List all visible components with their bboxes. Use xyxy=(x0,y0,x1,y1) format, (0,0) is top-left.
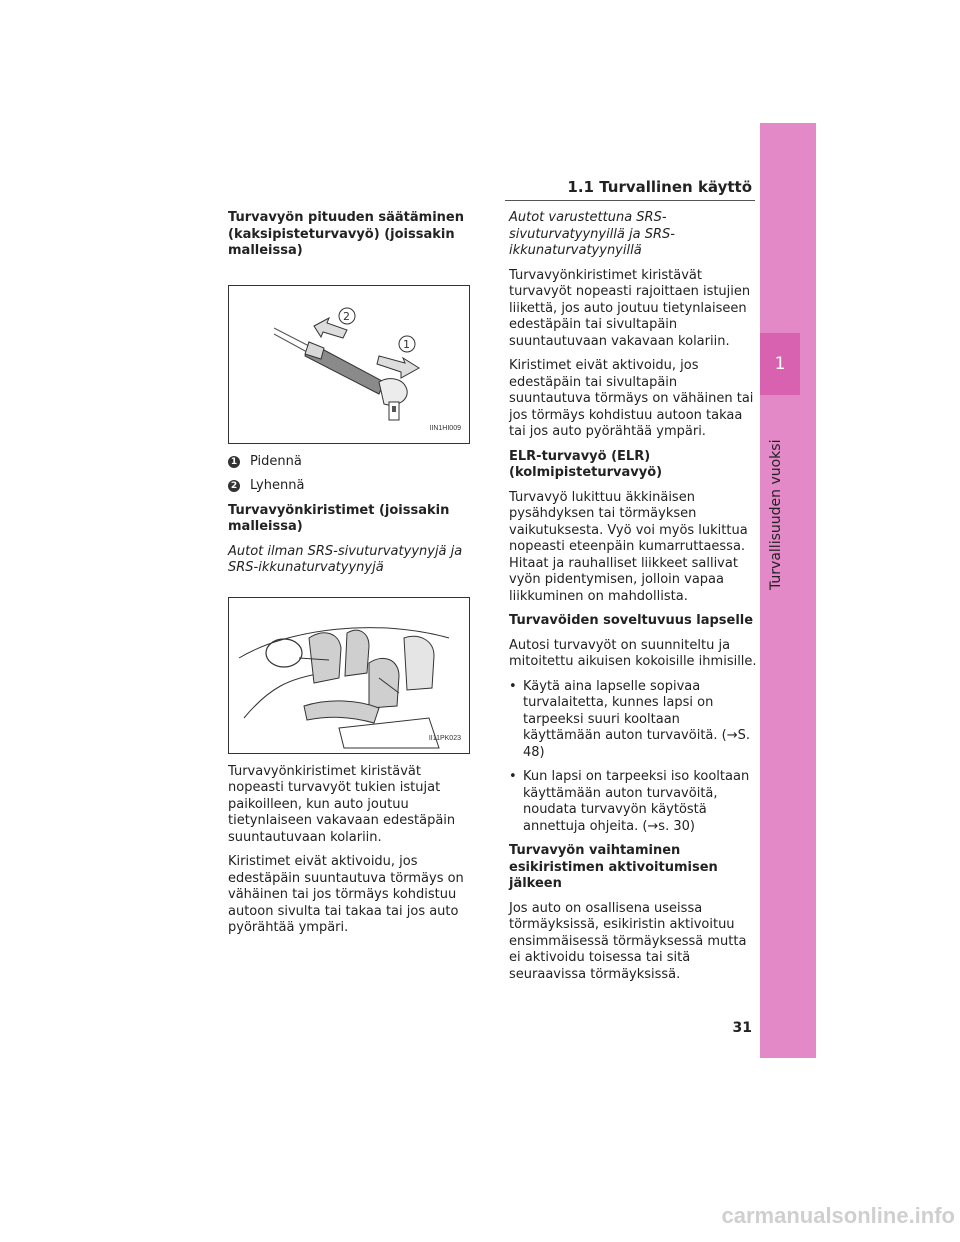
chapter-label: Turvallisuuden vuoksi xyxy=(768,439,784,590)
figure-code: II11PK023 xyxy=(428,735,461,742)
left-column xyxy=(228,210,473,945)
list-item xyxy=(228,478,473,495)
header-rule xyxy=(505,200,755,201)
list-item xyxy=(228,454,473,471)
callout-2: 2 xyxy=(343,309,350,323)
paragraph: Turvavyönkiristimet kiristävät nopeasti turvavyöt tukien istujat paikoilleen, kun auto joutuu tietynlaiseen vakavaan edestäpäin suuntautuvaan kolariin. xyxy=(228,763,456,845)
paragraph: Autosi turvavyöt on suunniteltu ja mitoitettu aikuisen kokoisille ihmisille. xyxy=(509,637,757,669)
bullet-text: Käytä aina lapselle sopivaa turvalaitetta, kunnes lapsi on tarpeeksi suuri kooltaan käyttämään auton turvavöitä. (→S. 48) xyxy=(523,678,750,760)
pretensioner-heading: Turvavyönkiristimet (joissakin malleissa) xyxy=(228,502,450,534)
section-title: 1.1 Turvallinen käyttö xyxy=(567,178,752,196)
variant-note: Autot varustettuna SRS-sivuturvatyynyillä ja SRS-ikkunaturvatyynyillä xyxy=(509,210,675,258)
paragraph: Turvavyönkiristimet kiristävät turvavyöt nopeasti rajoittaen istujien liikettä, jos auto joutuu tietynlaiseen edestäpäin tai sivultapäin suuntautuvaan vakavaan kolariin. xyxy=(509,267,751,349)
page-number: 31 xyxy=(732,1020,752,1036)
bullet-dot-icon: • xyxy=(509,769,517,784)
paragraph: Jos auto on osallisena useissa törmäyksissä, esikiristin aktivoituu ensimmäisessä törmäyksessä mutta ei aktivoidu toisessa tai sitä seuraavissa törmäyksissä. xyxy=(509,900,747,982)
callout-1: 1 xyxy=(403,337,410,351)
bullet-item xyxy=(509,679,759,762)
belt-adjust-figure xyxy=(228,285,470,444)
variant-note: Autot ilman SRS-sivuturvatyynyjä ja SRS-ikkunaturvatyynyjä xyxy=(228,543,463,575)
chapter-number: 1 xyxy=(760,333,800,395)
item-number: 2 xyxy=(228,480,240,492)
bullet-dot-icon: • xyxy=(509,678,517,694)
chapter-side-tab xyxy=(760,123,816,1058)
figure-code: IIN1HI009 xyxy=(429,425,461,432)
bullet-text: Kun lapsi on tarpeeksi iso kooltaan käyttämään auton turvavöitä, noudata turvavyön käytöstä annettuja ohjeita. (→s. 30) xyxy=(523,769,750,834)
bullet-item xyxy=(509,769,759,835)
paragraph: Kiristimet eivät aktivoidu, jos edestäpäin suuntautuva törmäys on vähäinen tai jos törmäys kohdistuu autoon sivulta tai takaa tai jos auto pyörähtää ympäri. xyxy=(228,854,464,935)
pretensioner-figure xyxy=(228,597,470,754)
paragraph: Kiristimet eivät aktivoidu, jos edestäpäin tai sivultapäin suuntautuva törmäys on vähäinen tai jos törmäys kohdistuu autoon takaa tai jos auto pyörähtää ympäri. xyxy=(509,358,754,439)
belt-adjust-illustration xyxy=(229,286,469,443)
item-label: Pidennä xyxy=(250,453,302,469)
paragraph: Turvavyö lukittuu äkkinäisen pysähdyksen tai törmäyksen vaikutuksesta. Vyö voi myös lukittua nopeasti eteenpäin kumarruttaessa. Hitaat ja rauhalliset liikkeet sallivat vyön pidentymisen, jolloin vapaa liikkuminen on mahdollista. xyxy=(509,489,748,604)
item-label: Lyhennä xyxy=(250,478,305,493)
child-fit-heading: Turvavöiden soveltuvuus lapselle xyxy=(509,613,754,628)
watermark: carmanualsonline.info xyxy=(721,1203,955,1228)
right-column xyxy=(509,210,759,991)
item-number: 1 xyxy=(228,456,240,468)
elr-heading: ELR-turvavyö (ELR) (kolmipisteturvavyö) xyxy=(509,448,663,480)
belt-length-heading: Turvavyön pituuden säätäminen (kaksipisteturvavyö) (joissakin malleissa) xyxy=(228,210,464,258)
replacement-heading: Turvavyön vaihtaminen esikiristimen aktivoitumisen jälkeen xyxy=(509,843,718,891)
pretensioner-illustration xyxy=(229,598,469,753)
